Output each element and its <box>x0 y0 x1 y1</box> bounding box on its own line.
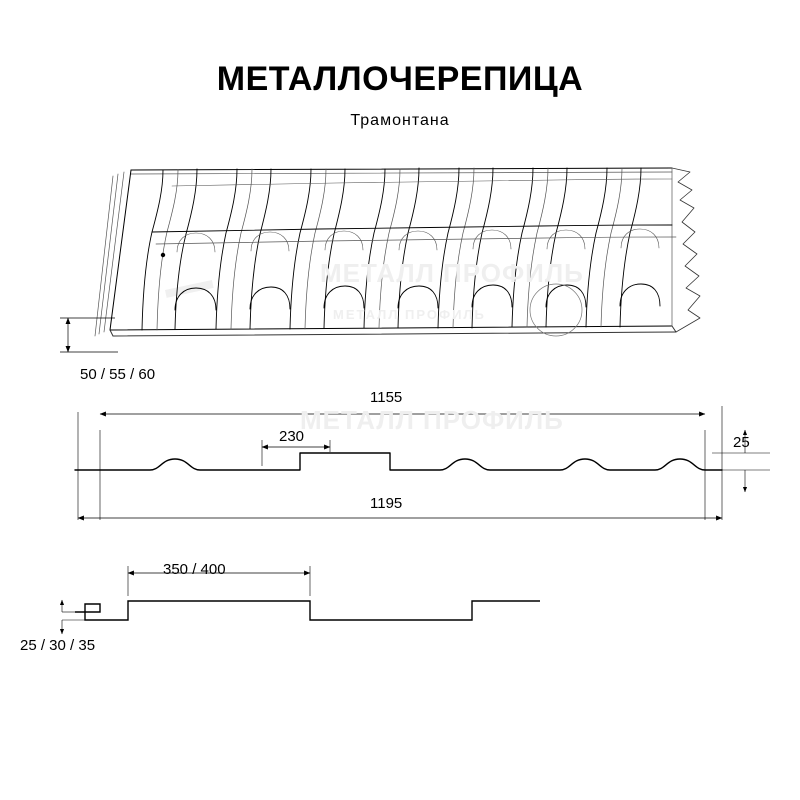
dim-profile-height-label: 25 <box>733 434 750 451</box>
step-profile-view <box>62 566 540 634</box>
perspective-view <box>95 168 700 336</box>
dim-total-width-label: 1195 <box>370 495 403 512</box>
watermark-text-small: МЕТАЛЛ ПРОФИЛЬ <box>333 307 486 322</box>
dim-step-rise-label: 25 / 30 / 35 <box>20 637 96 654</box>
watermark-text-middle: МЕТАЛЛ ПРОФИЛЬ <box>300 405 564 435</box>
dim-useful-width-label: 1155 <box>370 389 403 406</box>
profile-section-view <box>75 406 770 520</box>
dim-step-length-label: 350 / 400 <box>163 561 226 578</box>
dim-step-height-label: 50 / 55 / 60 <box>80 366 156 383</box>
dimension-step-height <box>60 318 118 352</box>
watermark-text-top: МЕТАЛЛ ПРОФИЛЬ <box>320 258 584 288</box>
page-title: МЕТАЛЛОЧЕРЕПИЦА <box>216 60 584 98</box>
page-subtitle: Трамонтана <box>350 112 450 129</box>
dim-wave-pitch-label: 230 <box>279 428 305 445</box>
